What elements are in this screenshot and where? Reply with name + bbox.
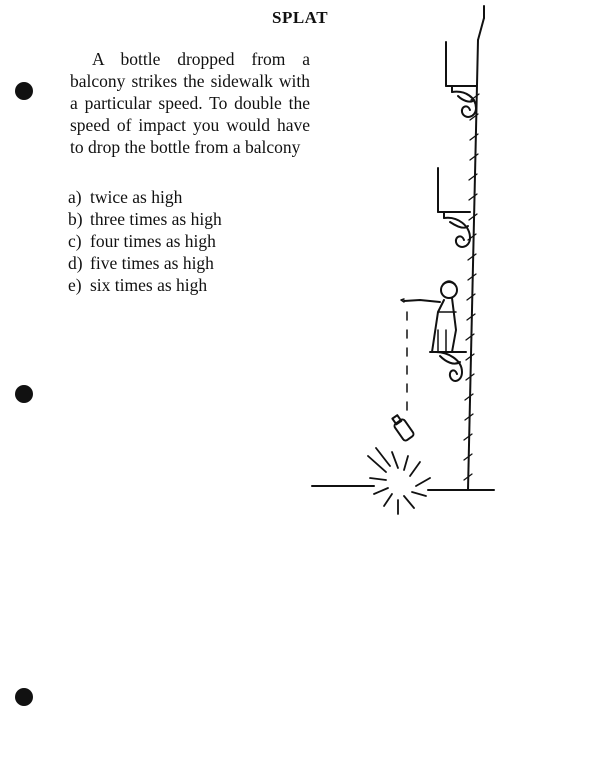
option-letter: a)	[68, 187, 82, 207]
option-b	[68, 208, 222, 230]
punch-hole-top	[15, 82, 33, 100]
option-letter: b)	[68, 209, 83, 229]
answer-options	[68, 186, 222, 296]
option-c	[68, 230, 222, 252]
splat-burst	[368, 448, 430, 514]
option-text: five times as high	[90, 253, 214, 273]
punch-hole-middle	[15, 385, 33, 403]
balcony-top	[446, 42, 476, 117]
option-letter: e)	[68, 275, 82, 295]
person-figure	[401, 281, 457, 352]
option-letter: c)	[68, 231, 82, 251]
balcony-middle	[438, 168, 470, 247]
building-balcony-illustration	[300, 0, 606, 759]
balcony-lower	[430, 352, 466, 381]
option-a	[68, 186, 222, 208]
page-title: SPLAT	[272, 8, 329, 27]
punch-hole-bottom	[15, 688, 33, 706]
bottle-icon	[390, 413, 415, 441]
option-d	[68, 252, 222, 274]
question-text: A bottle dropped from a balcony strikes the sidewalk with a particular speed. To double the speed of impact you would have to drop the bottle from a balcony	[70, 49, 310, 157]
option-text: three times as high	[90, 209, 222, 229]
option-letter: d)	[68, 253, 83, 273]
building-wall	[464, 6, 484, 490]
option-text: six times as high	[90, 275, 208, 295]
option-e	[68, 274, 222, 296]
option-text: four times as high	[90, 231, 216, 251]
ground-line	[312, 486, 494, 490]
option-text: twice as high	[90, 187, 183, 207]
